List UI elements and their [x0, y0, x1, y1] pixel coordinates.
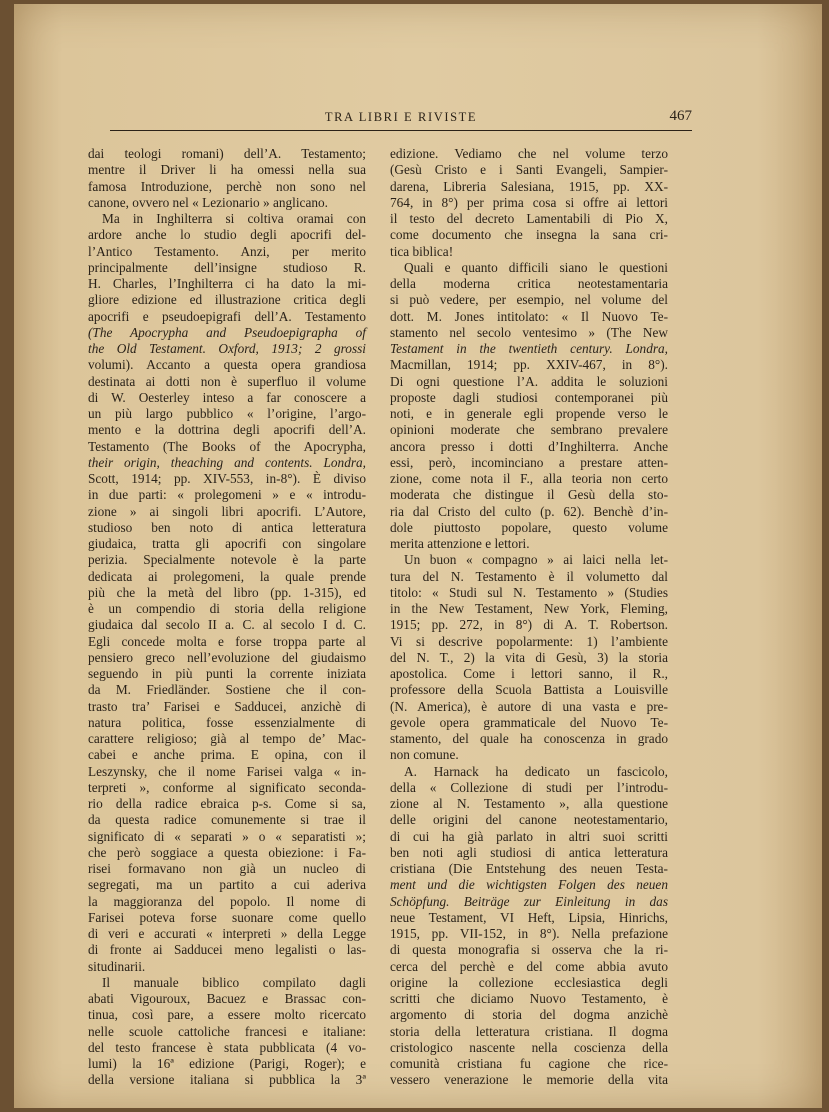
text-line: di W. Oesterley inteso a far conoscere a	[88, 389, 366, 405]
text-line: proposte dagli studiosi contemporanei più	[390, 389, 668, 405]
text-line: Il manuale biblico compilato dagli	[102, 974, 366, 990]
text-line: origine la collezione ecclesiastica degli	[390, 974, 668, 990]
text-line: del testo francese è stata pubblicata (4 vo-	[88, 1039, 366, 1055]
text-line: nelle scuole cattoliche francesi e italiane:	[88, 1023, 366, 1039]
text-line: non comune.	[390, 747, 459, 763]
text-line: trasto tra’ Farisei e Sadducei, anzichè di	[88, 698, 366, 714]
text-line: risei formavano non già un nucleo di	[88, 861, 366, 876]
text-line: opinioni moderate che sembrano prevalere	[390, 422, 668, 438]
text-line: il testo del decreto Lamentabili di Pio X,	[390, 211, 668, 226]
text-line: studioso ben noto di antica letteratura	[88, 519, 366, 535]
text-line: lumi) la 16ª edizione (Parigi, Roger); e	[88, 1056, 366, 1071]
text-line: da M. Friedländer. Sostiene che il con-	[88, 682, 366, 698]
text-line: della versione italiana si pubblica la 3ª	[88, 1072, 366, 1088]
text-line: zione » ai singoli libri apocrifi. L’Autore,	[88, 503, 366, 519]
text-line: (Gesù Cristo e i Santi Evangeli, Sampier-	[390, 162, 668, 178]
text-line: giudaica dal secolo II a. C. al secolo I d. C.	[88, 617, 366, 633]
text-line: dott. M. Jones intitolato: « Il Nuovo Te-	[390, 308, 668, 324]
text-line: dedicata ai prolegomeni, la quale prende	[88, 568, 366, 584]
text-line: abati Vigouroux, Bacuez e Brassac con-	[88, 991, 366, 1006]
text-line: terpreti », conforme al significato seconda-	[88, 779, 366, 795]
text-line: carattere religioso; già al tempo de’ Mac-	[88, 731, 366, 746]
text-line: Egli concede molta e forse troppa parte al	[88, 633, 366, 649]
text-line: storia della letteratura cristiana. Il dogma	[390, 1023, 668, 1039]
text-line: natura politica, fosse essenzialmente di	[88, 714, 366, 730]
text-line: ria dal Cristo del culto (p. 62). Benchè d’in-	[390, 503, 668, 519]
page-number: 467	[669, 108, 692, 124]
text-line: vessero venerazione le memorie della vita	[390, 1072, 668, 1088]
text-line: Scott, 1914; pp. XIV-553, in-8°). È diviso	[88, 471, 366, 486]
text-line: cabei e anche prima. E opina, con il	[88, 747, 366, 763]
text-line: seguendo in più punti la corrente iniziata	[88, 666, 366, 681]
page-header	[110, 108, 692, 131]
text-line: pensiero greco nell’evoluzione del giudaismo	[88, 649, 366, 665]
text-line: noti, e in generale egli propende verso le	[390, 406, 668, 421]
text-line: cristologico nascente nella coscienza della	[390, 1039, 668, 1055]
text-line: che però soggiace a questa obiezione: i Fa-	[88, 844, 366, 860]
text-line: 764, in 8°) per prima cosa si offre ai lettori	[390, 194, 668, 210]
text-line: perizia. Specialmente notevole è la parte	[88, 552, 366, 568]
text-line: della moderna critica neotestamentaria	[390, 276, 668, 291]
text-line: A. Harnack ha dedicato un fascicolo,	[404, 763, 668, 779]
text-line: più che la metà del libro (pp. 1-315), ed	[88, 584, 366, 600]
text-line: situdinarii.	[88, 958, 146, 974]
text-line: argomento di storia del dogma anzichè	[390, 1007, 668, 1023]
text-line: rio della radice ebraica p-s. Come si sa,	[88, 796, 366, 811]
text-line: Un buon « compagno » ai laici nella let-	[404, 552, 668, 568]
text-line: ardore anche lo studio degli apocrifi del-	[88, 227, 366, 243]
text-line: ancora presso i dotti d’Inghilterra. Anche	[390, 438, 668, 454]
running-title: TRA LIBRI E RIVISTE	[324, 110, 478, 124]
text-line: segregati, ma un partito a cui aderiva	[88, 877, 366, 893]
text-line: la maggioranza del popolo. Il nome di	[88, 893, 366, 909]
text-line: giudaica, tratta gli apocrifi con singolare	[88, 536, 366, 551]
right-column	[390, 146, 668, 1089]
text-line: in the New Testament, New York, Fleming,	[390, 601, 668, 616]
text-line: di veri e accurati « interpreti » della Legge	[88, 926, 366, 941]
text-line: stamento nel secolo ventesimo » (The New	[390, 324, 668, 340]
text-line: ben noti agli studiosi di antica letteratura	[390, 844, 668, 860]
text-line: stamento, del quale ha conoscenza in grado	[390, 731, 668, 746]
text-line: dole piuttosto popolare, questo volume	[390, 519, 668, 535]
text-line: un più largo pubblico « l’origine, l’argo-	[88, 406, 366, 421]
text-line: scritti che diciamo Nuovo Testamento, è	[390, 991, 668, 1006]
text-line: titolo: « Studi sul N. Testamento » (Studies	[390, 584, 668, 600]
text-line: Quali e quanto difficili siano le questioni	[404, 259, 668, 275]
text-line: delle origini del canone neotestamentario,	[390, 812, 668, 828]
text-line: famosa Introduzione, perchè non sono nel	[88, 178, 366, 194]
text-line: merita attenzione e lettori.	[390, 536, 530, 551]
text-line: Ma in Inghilterra si coltiva oramai con	[102, 211, 366, 226]
text-line: tica biblica!	[390, 243, 454, 259]
text-line: Schöpfung. Beiträge zur Einleitung in das	[390, 893, 668, 909]
text-line: Testamento (The Books of the Apocrypha,	[88, 438, 366, 454]
text-line: del N. T., 2) la vita di Gesù, 3) la storia	[390, 649, 668, 665]
text-line: Farisei poteva forse suonare come quello	[88, 909, 366, 925]
text-line: di cui ha già parlato in altri suoi scritti	[390, 828, 668, 844]
text-line: 1915; pp. 272, in 8°) di A. T. Robertson.	[390, 617, 668, 633]
text-line: in due parti: « prolegomeni » e « introdu-	[88, 487, 366, 503]
text-line: edizione. Vediamo che nel volume terzo	[390, 146, 668, 161]
text-line: their origin, theaching and contents. Londra,	[88, 454, 366, 470]
text-line: da questa radice comunemente si trae il	[88, 812, 366, 828]
text-line: essi, però, incominciano a prestare atten-	[390, 454, 668, 470]
text-line: Di ogni questione l’A. addita le soluzioni	[390, 373, 668, 389]
text-line: professore della Scuola Battista a Louisville	[390, 682, 668, 698]
text-line: cristiana (Die Entstehung des neuen Testa-	[390, 861, 668, 876]
text-line: 1915, pp. VII-152, in 8°). Nella prefazione	[390, 926, 668, 941]
text-line: gevole opera grammaticale del Nuovo Te-	[390, 714, 668, 730]
text-line: zione al N. Testamento », alla questione	[390, 796, 668, 811]
text-line: tinua, così pare, a essere molto ricercato	[88, 1007, 366, 1023]
text-line: darena, Libreria Salesiana, 1915, pp. XX-	[390, 178, 668, 194]
text-line: H. Charles, l’Inghilterra ci ha dato la mi-	[88, 276, 366, 291]
text-line: mento e la dottrina degli apocrifi dell’A.	[88, 422, 366, 438]
text-line: dai teologi romani) dell’A. Testamento;	[88, 146, 366, 161]
text-line: Macmillan, 1914; pp. XXIV-467, in 8°).	[390, 357, 668, 373]
text-line: come documento che insegna la sana cri-	[390, 227, 668, 243]
text-line: (N. America), è autore di una vasta e pre-	[390, 698, 668, 714]
text-line: tura del N. Testamento è il volumetto dal	[390, 568, 668, 584]
text-line: apostolica. Come i lettori sanno, il R.,	[390, 666, 668, 681]
text-line: apocrifi e pseudoepigrafi dell’A. Testamento	[88, 308, 366, 324]
text-line: principalmente dell’insigne studioso R.	[88, 259, 366, 275]
text-line: gliore edizione ed illustrazione critica degli	[88, 292, 366, 308]
text-line: della « Collezione di studi per l’introdu-	[390, 779, 668, 795]
text-line: significato di « separati » o « separatisti »;	[88, 828, 366, 844]
text-line: moderata che distingue il Gesù della sto-	[390, 487, 668, 503]
text-line: volumi). Accanto a questa opera grandiosa	[88, 357, 366, 373]
text-line: mentre il Driver li ha omessi nella sua	[88, 162, 366, 178]
text-line: neue Testament, VI Heft, Lipsia, Hinrichs,	[390, 909, 668, 925]
text-line: cerca del perchè e del come abbia avuto	[390, 958, 668, 974]
text-line: Vi si descrive popolarmente: 1) l’ambiente	[390, 633, 668, 649]
text-line: è un compendio di storia della religione	[88, 601, 366, 616]
left-column	[88, 146, 366, 1089]
text-line: (The Apocrypha and Pseudoepigrapha of	[88, 324, 366, 340]
text-line: ment und die wichtigsten Folgen des neuen	[390, 877, 668, 893]
text-line: di questa monografia si osserva che la ri-	[390, 942, 668, 958]
text-line: zione, come nota il F., alla teoria non certo	[390, 471, 668, 486]
text-line: Leszynsky, che il nome Farisei valga « in-	[88, 763, 366, 779]
text-line: destinata ai dotti non è superfluo il volume	[88, 373, 366, 389]
text-line: si può vedere, per esempio, nel volume del	[390, 292, 668, 308]
text-line: di fronte ai Sadducei meno legalisti o las-	[88, 942, 366, 958]
text-line: comunità cristiana fu cagione che rice-	[390, 1056, 668, 1071]
text-line: the Old Testament. Oxford, 1913; 2 grossi	[88, 341, 366, 356]
text-line: canone, ovvero nel « Lezionario » anglicano.	[88, 194, 328, 210]
text-line: l’Antico Testamento. Anzi, per merito	[88, 243, 366, 259]
text-line: Testament in the twentieth century. Londra,	[390, 341, 668, 356]
